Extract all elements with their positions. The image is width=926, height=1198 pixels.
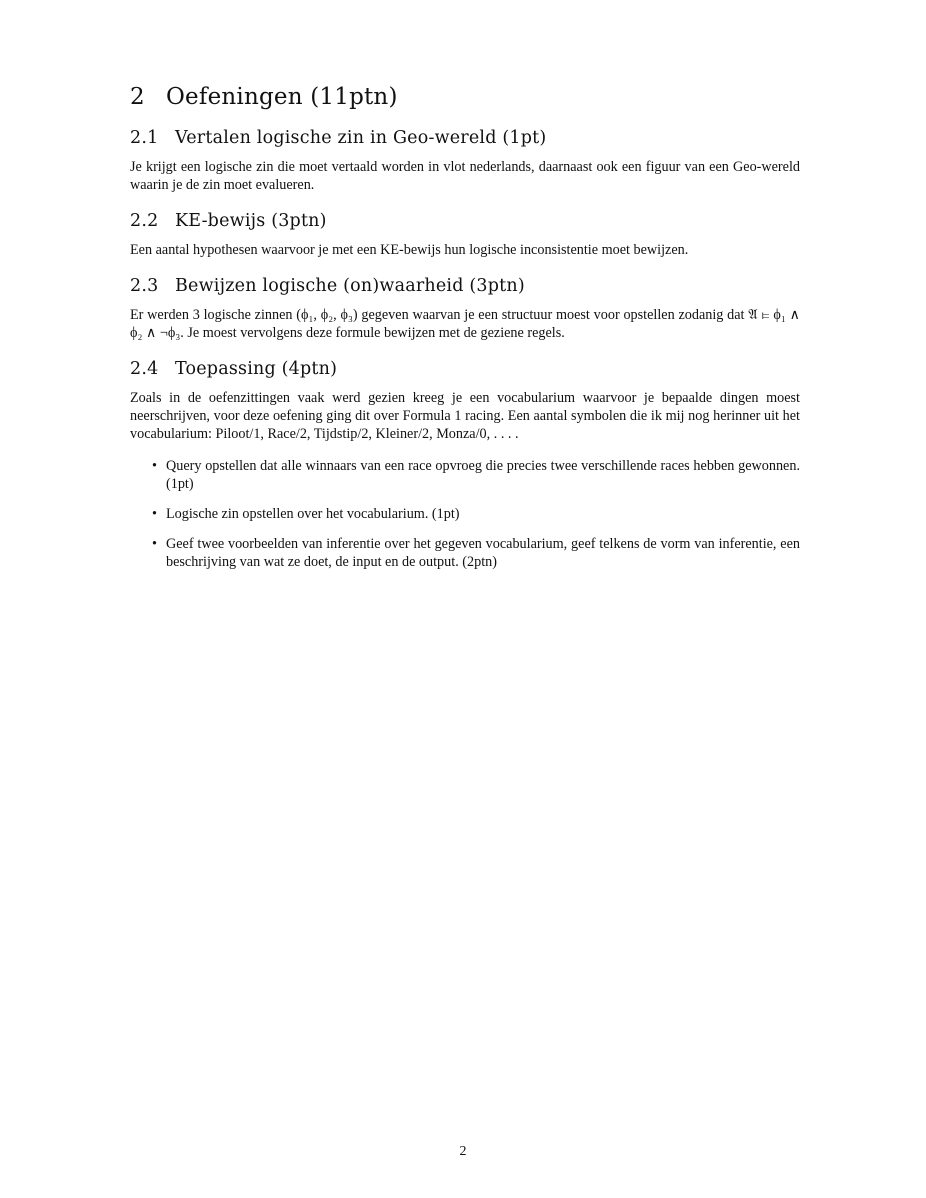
list-item [130, 535, 800, 571]
bullet-icon: • [152, 536, 157, 552]
section-body: Je krijgt een logische zin die moet vertaald worden in vlot nederlands, daarnaast ook een figuur van een Geo-wereld waarin je de zin moet evalueren. [130, 159, 800, 193]
chapter-number: 2 [130, 84, 145, 110]
document-page [130, 84, 800, 588]
page-number: 2 [459, 1144, 467, 1159]
section-body: Er werden 3 logische zinnen (ϕ₁, ϕ₂, ϕ₃) gegeven waarvan je een structuur moest voor opstellen zodanig dat 𝔄 ⊨ ϕ₁ ∧ ϕ₂ ∧ ¬ϕ₃. Je moest vervolgens deze formule bewijzen met de geziene regels. [130, 307, 800, 341]
section-body: Een aantal hypothesen waarvoor je met een KE-bewijs hun logische inconsistentie moet bewijzen. [130, 242, 689, 258]
section-heading [130, 211, 800, 231]
section-number: 2.2 [130, 211, 159, 231]
section-2-2 [130, 211, 800, 259]
section-title: Bewijzen logische (on)waarheid (3ptn) [175, 276, 525, 296]
list-item [130, 505, 800, 523]
bullet-icon: • [152, 458, 157, 474]
list-item-text: Logische zin opstellen over het vocabularium. (1pt) [166, 506, 460, 522]
bullet-icon: • [152, 506, 157, 522]
section-heading [130, 276, 800, 296]
section-2-1 [130, 128, 800, 194]
chapter-heading [130, 84, 800, 110]
section-heading [130, 128, 800, 148]
section-heading [130, 359, 800, 379]
section-2-4 [130, 359, 800, 571]
chapter-title: Oefeningen (11ptn) [166, 84, 398, 110]
section-body: Zoals in de oefenzittingen vaak werd gezien kreeg je een vocabularium waarvoor je bepaalde dingen moest neerschrijven, voor deze oefening ging dit over Formula 1 racing. Een aantal symbolen die ik mij nog herinner uit het vocabularium: Piloot/1, Race/2, Tijdstip/2, Kleiner/2, Monza/0, . . . . [130, 390, 800, 442]
section-title: Vertalen logische zin in Geo-wereld (1pt) [175, 128, 547, 148]
list-item [130, 457, 800, 493]
section-title: KE-bewijs (3ptn) [175, 211, 327, 231]
list-item-text: Query opstellen dat alle winnaars van een race opvroeg die precies twee verschillende races hebben gewonnen. (1pt) [166, 458, 800, 492]
section-number: 2.1 [130, 128, 159, 148]
section-number: 2.4 [130, 359, 159, 379]
section-title: Toepassing (4ptn) [175, 359, 338, 379]
section-number: 2.3 [130, 276, 159, 296]
list-item-text: Geef twee voorbeelden van inferentie over het gegeven vocabularium, geef telkens de vorm van inferentie, een beschrijving van wat ze doet, de input en de output. (2ptn) [166, 536, 800, 570]
section-2-3 [130, 276, 800, 342]
exercise-list [130, 457, 800, 571]
